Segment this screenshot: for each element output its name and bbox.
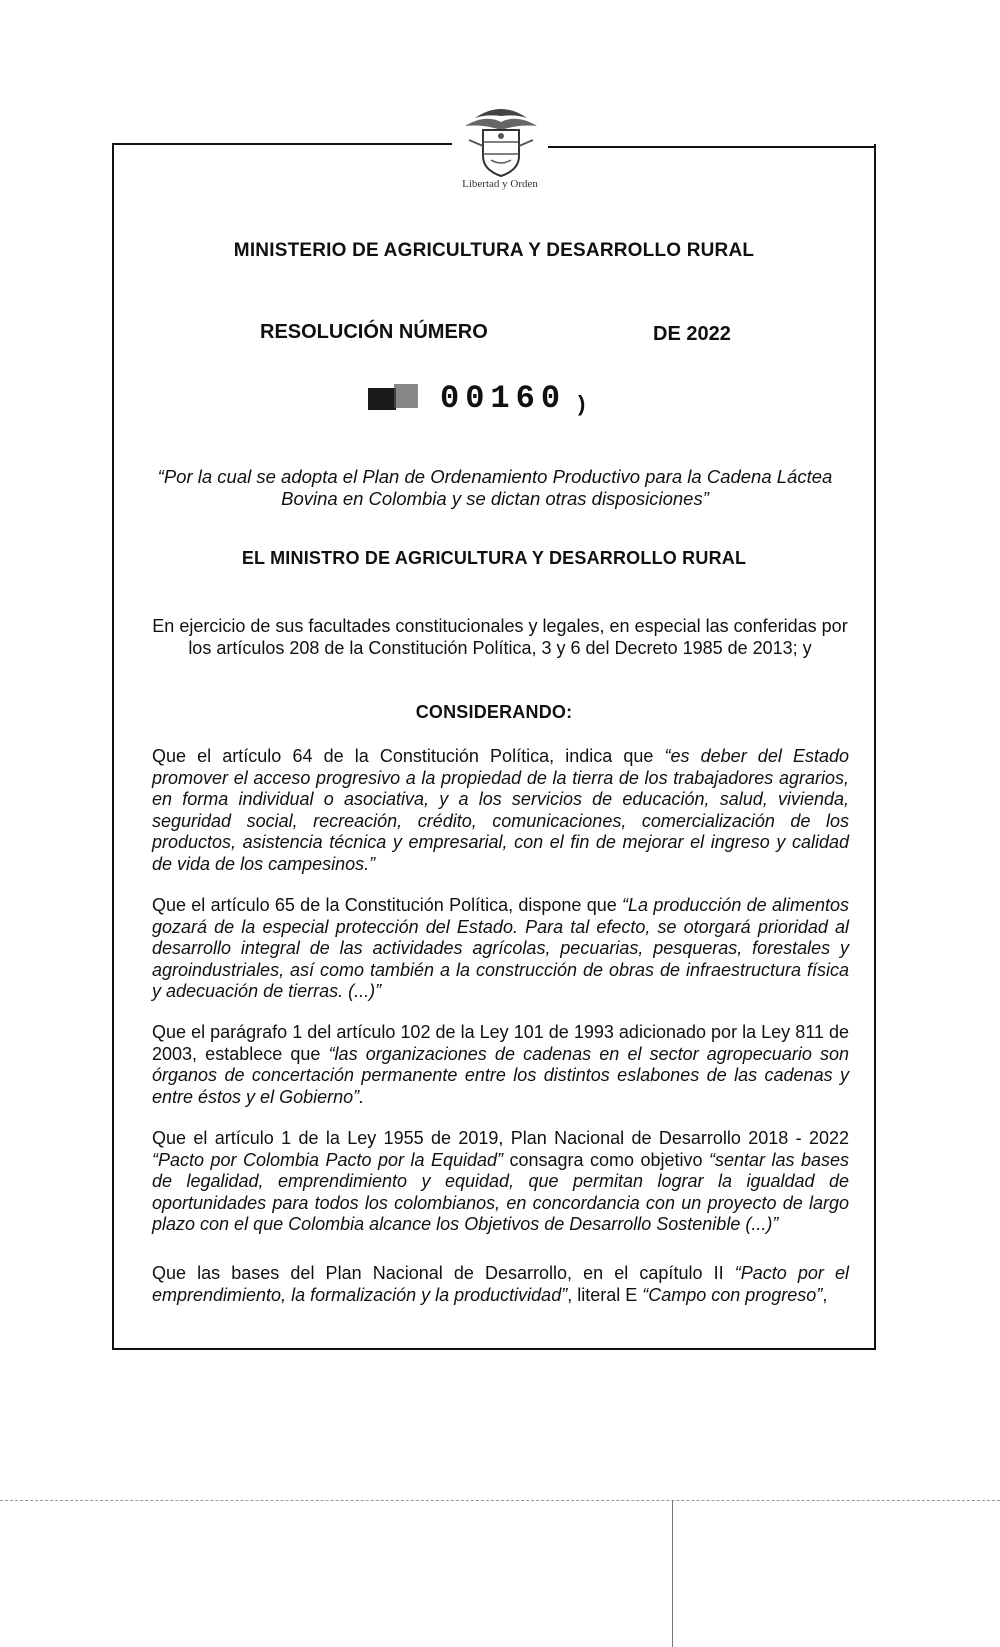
paragraph-quote-secondary: “Campo con progreso” [642,1284,823,1305]
paragraph-article-64 [152,746,849,875]
resolution-title: “Por la cual se adopta el Plan de Ordenamiento Productivo para la Cadena Láctea Bovina en Colombia y se dictan otras disposiciones” [157,466,833,509]
motto: Libertad y Orden [462,178,538,190]
paragraph-plan-bases [152,1263,849,1306]
scan-bottom-vertical-line [672,1500,673,1647]
paragraph-quote: “las organizaciones de cadenas en el sector agropecuario son órganos de concertación permanente entre los distintos eslabones de las cadenas y entre éstos y el Gobierno”. [152,1043,849,1107]
paragraph-tail-secondary: , [822,1284,828,1305]
paragraph-ley-1955 [152,1128,849,1236]
stamp-mark [368,388,396,410]
stamp-mark-secondary [394,384,418,408]
paragraph-article-65 [152,895,849,1003]
paragraph-lead: Que el artículo 65 de la Constitución Política, dispone que [152,895,623,915]
resolution-year: DE 2022 [653,323,731,345]
paragraph-quote: “Pacto por Colombia Pacto por la Equidad” [152,1149,503,1170]
considering-heading: CONSIDERANDO: [415,702,573,722]
paragraph-ley-101 [152,1022,849,1108]
paragraph-quote: “Pacto por el emprendimiento, la formalización y la productividad” [152,1263,849,1305]
paragraph-tail: consagra como objetivo [503,1149,709,1170]
scan-bottom-line [0,1500,1000,1501]
stamp-paren: ) [578,391,586,416]
paragraph-quote: “La producción de alimentos gozará de la especial protección del Estado. Para tal efecto, se otorgará prioridad al desarrollo integral de las actividades agrícolas, pecuarias, pesqueras, forestales y agroindustriales, así como también a la construcción de obras de infraestructura física y adecuación de tierras. (...)” [152,895,849,1001]
resolution-label: RESOLUCIÓN NÚMERO [260,321,488,343]
paragraph-lead: Que el parágrafo 1 del artículo 102 de la Ley 101 de 1993 adicionado por la Ley 811 de 2003, establece que [152,1022,849,1064]
paragraph-lead: Que las bases del Plan Nacional de Desarrollo, en el capítulo II [152,1263,735,1283]
paragraph-lead: Que el artículo 64 de la Constitución Política, indica que [152,746,665,766]
paragraph-quote: “es deber del Estado promover el acceso progresivo a la propiedad de la tierra de los trabajadores agrarios, en forma individual o asociativa, y a los servicios de educación, salud, vivienda, seguridad social, recreación, crédito, comunicaciones, comercialización de los productos, asistencia técnica y empresarial, con el fin de mejorar el ingreso y calidad de vida de los campesinos.” [152,746,849,874]
intro-paragraph: En ejercicio de sus facultades constitucionales y legales, en especial las conferidas por los artículos 208 de la Constitución Política, 3 y 6 del Decreto 1985 de 2013; y [152,616,848,658]
paragraph-lead: Que el artículo 1 de la Ley 1955 de 2019, Plan Nacional de Desarrollo 2018 - 2022 [152,1128,849,1148]
paragraph-tail: , literal E [567,1284,643,1305]
resolution-number: 00160 [440,380,567,417]
ministry-heading: MINISTERIO DE AGRICULTURA Y DESARROLLO RURAL [233,240,755,261]
paragraph-quote-secondary: “sentar las bases de legalidad, emprendimiento y equidad, que permitan lograr la igualdad de oportunidades para todos los colombianos, en concordancia con un proyecto de largo plazo con el que Colombia alcance los Objetivos de Desarrollo Sostenible (...)” [152,1149,849,1234]
issuer-heading: EL MINISTRO DE AGRICULTURA Y DESARROLLO RURAL [241,548,747,568]
